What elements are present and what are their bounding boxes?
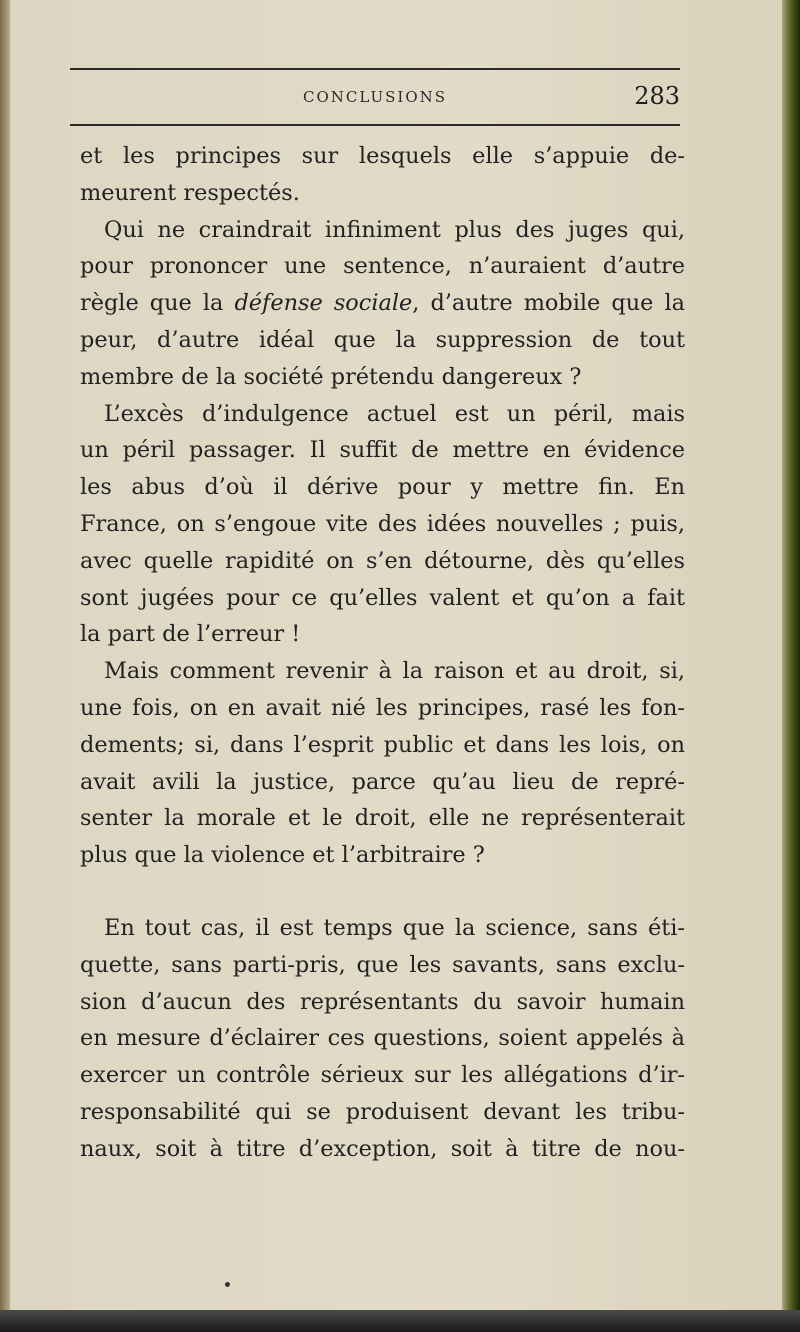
text-line: une fois, on en avait nié les principes, rasé les fon-	[80, 694, 685, 721]
page-number: 283	[634, 82, 680, 110]
text-line: Mais comment revenir à la raison et au droit, si,	[104, 658, 685, 685]
running-title: CONCLUSIONS	[302, 88, 448, 106]
paragraph-gap	[80, 874, 685, 910]
text-line: un péril passager. Il suffit de mettre en évidence	[80, 437, 685, 464]
text-line: senter la morale et le droit, elle ne représenterait	[80, 805, 685, 832]
text-line: quette, sans parti-pris, que les savants, sans exclu-	[80, 951, 685, 978]
text-line: L’excès d’indulgence actuel est un péril, mais	[104, 400, 685, 427]
ink-dot	[225, 1282, 230, 1287]
text-line: pour prononcer une sentence, n’auraient d’autre	[80, 253, 685, 280]
text-line: membre de la société prétendu dangereux ?	[80, 363, 582, 390]
text-line: responsabilité qui se produisent devant les tribu-	[80, 1098, 685, 1125]
text-line: avait avili la justice, parce qu’au lieu de repré-	[80, 768, 685, 795]
text-line: en mesure d’éclairer ces questions, soient appelés à	[80, 1025, 685, 1052]
text-line: règle que la défense sociale, d’autre mobile que la	[80, 290, 685, 317]
text-line: naux, soit à titre d’exception, soit à titre de nou-	[80, 1135, 685, 1162]
header-rule-bottom	[70, 124, 680, 126]
text-line: dements; si, dans l’esprit public et dans les lois, on	[80, 731, 685, 758]
body-text	[80, 138, 685, 1168]
text-line: les abus d’où il dérive pour y mettre fin. En	[80, 474, 685, 501]
text-line: sont jugées pour ce qu’elles valent et qu’on a fait	[80, 584, 685, 611]
text-line: Qui ne craindrait infiniment plus des juges qui,	[104, 216, 685, 243]
text-line: peur, d’autre idéal que la suppression de tout	[80, 326, 685, 353]
text-line: En tout cas, il est temps que la science, sans éti-	[104, 914, 685, 941]
page-bottom-edge	[0, 1310, 800, 1332]
header-rule-top	[70, 68, 680, 70]
page-right-edge	[782, 0, 800, 1332]
text-line: sion d’aucun des représentants du savoir humain	[80, 988, 685, 1015]
running-head	[70, 82, 680, 116]
text-line: France, on s’engoue vite des idées nouvelles ; puis,	[80, 510, 685, 537]
italic-phrase: défense sociale	[234, 290, 413, 317]
text-line: meurent respectés.	[80, 179, 300, 206]
text-line: avec quelle rapidité on s’en détourne, dès qu’elles	[80, 547, 685, 574]
page-left-edge	[0, 0, 10, 1332]
text-line: exercer un contrôle sérieux sur les allégations d’ir-	[80, 1062, 685, 1089]
text-line: la part de l’erreur !	[80, 621, 301, 648]
text-line: et les principes sur lesquels elle s’appuie de-	[80, 143, 685, 169]
text-line: plus que la violence et l’arbitraire ?	[80, 842, 485, 869]
